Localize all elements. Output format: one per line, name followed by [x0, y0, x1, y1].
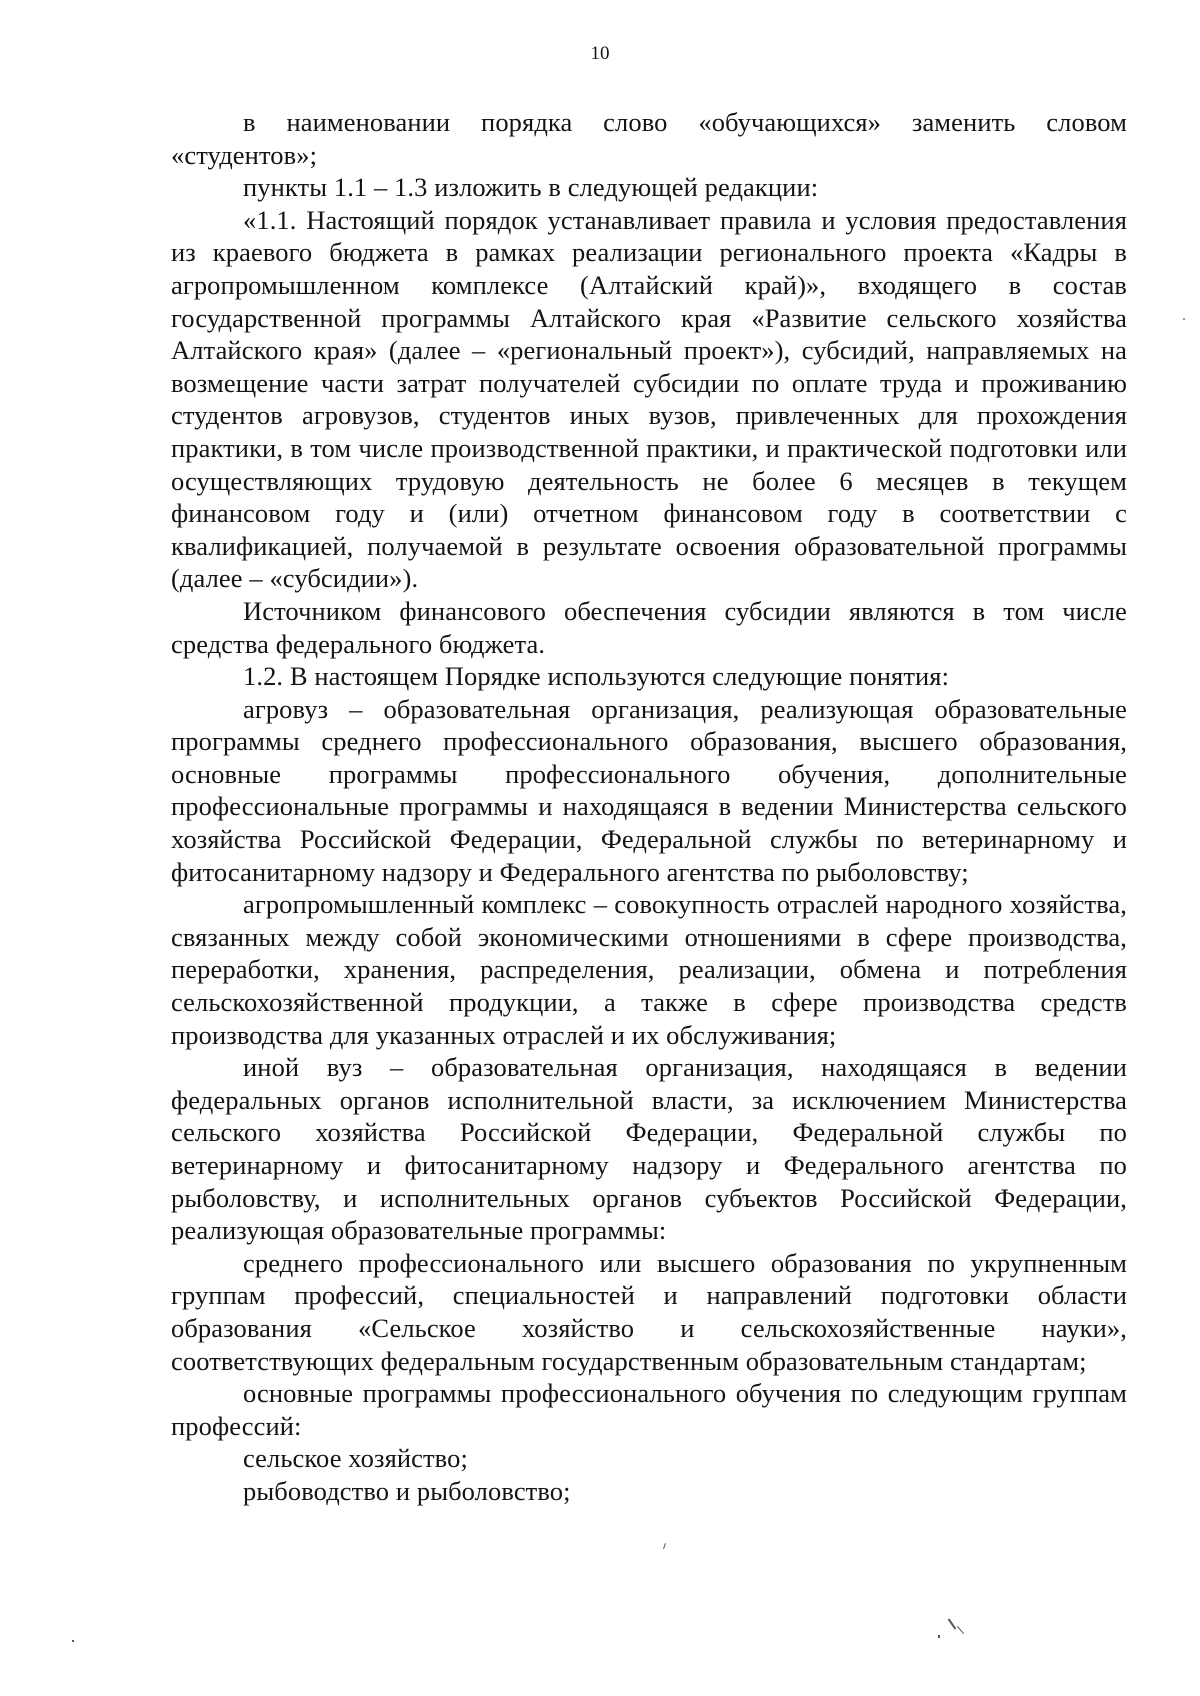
- paragraph-clause-1-2: 1.2. В настоящем Порядке используются следующие понятия:: [243, 661, 950, 692]
- paragraph-definition-agrovuz: агровуз – образовательная организация, реализующая образовательные программы среднего профессионального образования, высшего образования, основные программы профессионального обучения, дополнительные профессиональные программы и находящаяся в ведении Министерства сельского хозяйства Российской Федерации, Федеральной службы по ветеринарному и фитосанитарному надзору и Федерального агентства по рыболовству;: [171, 693, 1127, 887]
- scan-speck: [938, 1635, 940, 1638]
- scan-speck: [1183, 318, 1185, 320]
- paragraph-rename-order: в наименовании порядка слово «обучающихся» заменить словом «студентов»;: [171, 107, 1127, 170]
- scan-speck: [663, 1543, 666, 1549]
- scan-speck: [948, 1619, 957, 1630]
- paragraph-definition-other-vuz: иной вуз – образовательная организация, находящаяся в ведении федеральных органов исполнительной власти, за исключением Министерства сельского хозяйства Российской Федерации, Федеральной службы по ветеринарному и фитосанитарному надзору и Федерального агентства по рыболовству, и исполнительных органов субъектов Российской Федерации, реализующая образовательные программы:: [171, 1052, 1127, 1246]
- scan-speck: [957, 1626, 964, 1634]
- paragraph-clause-1-1: «1.1. Настоящий порядок устанавливает правила и условия предоставления из краевого бюджета в рамках реализации регионального проекта «Кадры в агропромышленном комплексе (Алтайский край)», входящего в состав государственной программы Алтайского края «Развитие сельского хозяйства Алтайского края» (далее – «региональный проект»), субсидий, направляемых на возмещение части затрат получателей субсидии по оплате труда и проживанию студентов агровузов, студентов иных вузов, привлеченных для прохождения практики, в том числе производственной практики, и практической подготовки или осуществляющих трудовую деятельность не более 6 месяцев в текущем финансовом году и (или) отчетном финансовом году в соответствии с квалификацией, получаемой в результате освоения образовательной программы (далее – «субсидии»).: [171, 204, 1127, 594]
- paragraph-definition-agro-complex: агропромышленный комплекс – совокупность отраслей народного хозяйства, связанных между собой экономическими отношениями в сфере производства, переработки, хранения, распределения, реализации, обмена и потребления сельскохозяйственной продукции, а также в сфере производства средств производства для указанных отраслей и их обслуживания;: [171, 889, 1127, 1050]
- paragraph-secondary-higher-education: среднего профессионального или высшего образования по укрупненным группам профессий, специальностей и направлений подготовки области образования «Сельское хозяйство и сельскохозяйственные науки», соответствующих федеральным государственным образовательным стандартам;: [171, 1247, 1127, 1376]
- paragraph-amend-clauses: пункты 1.1 – 1.3 изложить в следующей редакции:: [243, 172, 819, 203]
- scan-speck: [72, 1640, 74, 1642]
- list-item-fishery: рыбоводство и рыболовство;: [243, 1475, 571, 1506]
- document-body: [171, 106, 1127, 1508]
- paragraph-funding-source: Источником финансового обеспечения субсидии являются в том числе средства федерального бюджета.: [171, 595, 1127, 659]
- page-number: 10: [590, 43, 610, 64]
- list-item-agriculture: сельское хозяйство;: [243, 1443, 468, 1474]
- paragraph-vocational-training: основные программы профессионального обучения по следующим группам профессий:: [171, 1378, 1127, 1441]
